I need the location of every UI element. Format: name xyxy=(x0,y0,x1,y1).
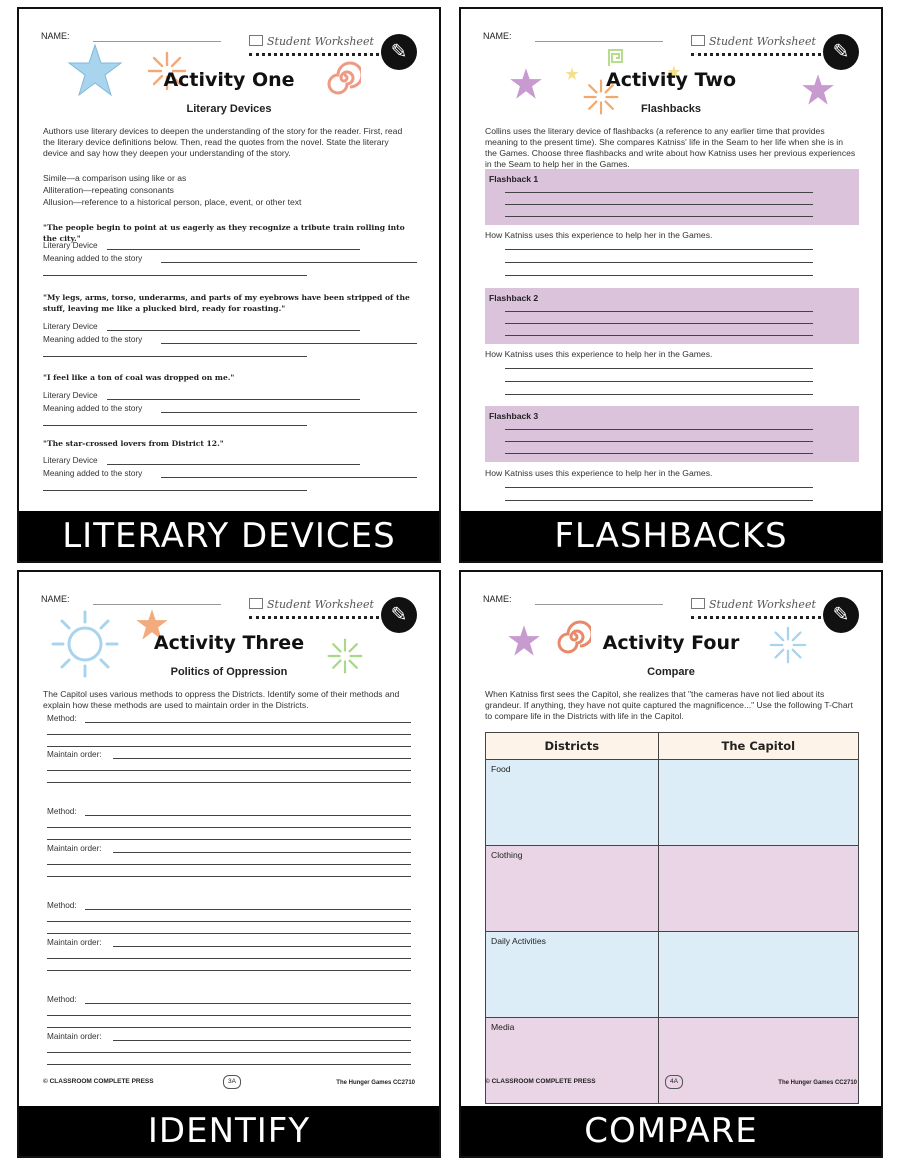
answer-line[interactable] xyxy=(505,368,813,369)
novel-quote: "My legs, arms, torso, underarms, and parts of my eyebrows have been stripped of the stuff, leaving me like a plucked bird, ready for roasting." xyxy=(43,293,410,313)
answer-line xyxy=(505,204,813,205)
answer-line[interactable] xyxy=(161,343,417,344)
answer-line[interactable] xyxy=(107,249,360,250)
activity-title: Activity Four xyxy=(602,632,740,654)
how-label: How Katniss uses this experience to help her in the Games. xyxy=(485,230,713,240)
literary-device-label: Literary Device xyxy=(43,456,98,465)
row-label-clothing[interactable]: Clothing xyxy=(486,846,659,932)
answer-line xyxy=(505,441,813,442)
answer-line[interactable] xyxy=(47,1052,411,1053)
answer-line[interactable] xyxy=(113,852,411,853)
method-label: Method: xyxy=(47,714,77,723)
flashback-box[interactable] xyxy=(485,288,859,344)
answer-line[interactable] xyxy=(505,500,813,501)
answer-line[interactable] xyxy=(43,425,307,426)
name-line xyxy=(535,41,663,42)
square-spiral-icon xyxy=(607,49,625,67)
capitol-cell[interactable] xyxy=(658,760,858,846)
literary-device-label: Literary Device xyxy=(43,241,98,250)
t-chart xyxy=(485,732,859,1104)
maintain-order-label: Maintain order: xyxy=(47,750,102,759)
answer-line[interactable] xyxy=(47,782,411,783)
row-label-media[interactable]: Media xyxy=(486,1018,659,1104)
book-code: The Hunger Games CC2710 xyxy=(778,1080,857,1086)
book-icon xyxy=(691,35,705,46)
answer-line[interactable] xyxy=(47,921,411,922)
activity-subtitle: Flashbacks xyxy=(641,103,701,115)
name-line xyxy=(93,41,221,42)
name-label: NAME: xyxy=(483,31,512,41)
answer-line[interactable] xyxy=(505,487,813,488)
name-label: NAME: xyxy=(41,31,70,41)
answer-line[interactable] xyxy=(505,249,813,250)
table-row xyxy=(486,760,859,846)
name-line xyxy=(535,604,663,605)
answer-line[interactable] xyxy=(85,815,411,816)
answer-line[interactable] xyxy=(161,477,417,478)
meaning-label: Meaning added to the story xyxy=(43,254,143,263)
meaning-label: Meaning added to the story xyxy=(43,335,143,344)
answer-line[interactable] xyxy=(43,356,307,357)
literary-device-label: Literary Device xyxy=(43,391,98,400)
how-label: How Katniss uses this experience to help her in the Games. xyxy=(485,468,713,478)
student-worksheet-label: Student Worksheet xyxy=(691,35,816,48)
answer-line[interactable] xyxy=(47,1015,411,1016)
answer-line[interactable] xyxy=(47,1027,411,1028)
banner-title: LITERARY DEVICES xyxy=(19,511,439,561)
dotted-rule xyxy=(249,53,379,56)
method-label: Method: xyxy=(47,901,77,910)
answer-line[interactable] xyxy=(505,381,813,382)
definition: Alliteration—repeating consonants xyxy=(43,185,174,195)
flashback-box[interactable] xyxy=(485,406,859,462)
flashback-label: Flashback 3 xyxy=(489,411,539,421)
pencil-icon: ✎ xyxy=(381,34,417,70)
student-worksheet-label: Student Worksheet xyxy=(249,35,374,48)
activity-subtitle: Politics of Oppression xyxy=(170,666,288,678)
answer-line[interactable] xyxy=(43,490,307,491)
instructions: The Capitol uses various methods to oppress the Districts. Identify some of their methods and explain how these methods are used to maintain order in the Districts. xyxy=(43,689,400,710)
table-row xyxy=(486,1018,859,1104)
answer-line xyxy=(505,453,813,454)
student-worksheet-label: Student Worksheet xyxy=(691,598,816,611)
book-icon xyxy=(249,35,263,46)
answer-line[interactable] xyxy=(47,864,411,865)
answer-line[interactable] xyxy=(47,827,411,828)
maintain-order-label: Maintain order: xyxy=(47,1032,102,1041)
answer-line[interactable] xyxy=(85,1003,411,1004)
worksheet-flashbacks xyxy=(459,7,883,563)
answer-line[interactable] xyxy=(47,970,411,971)
dotted-rule xyxy=(691,53,821,56)
maintain-order-label: Maintain order: xyxy=(47,844,102,853)
answer-line[interactable] xyxy=(113,758,411,759)
answer-line[interactable] xyxy=(47,770,411,771)
answer-line[interactable] xyxy=(47,734,411,735)
name-label: NAME: xyxy=(41,594,70,604)
name-line xyxy=(93,604,221,605)
method-label: Method: xyxy=(47,995,77,1004)
answer-line xyxy=(505,192,813,193)
answer-line[interactable] xyxy=(47,839,411,840)
capitol-cell[interactable] xyxy=(658,932,858,1018)
answer-line xyxy=(505,335,813,336)
publisher-logo: © CLASSROOM COMPLETE PRESS xyxy=(485,1078,596,1085)
answer-line[interactable] xyxy=(85,909,411,910)
flashback-label: Flashback 2 xyxy=(489,293,539,303)
book-code: The Hunger Games CC2710 xyxy=(336,1080,415,1086)
capitol-cell[interactable] xyxy=(658,1018,858,1104)
answer-line[interactable] xyxy=(161,262,417,263)
definition: Allusion—reference to a historical person, place, event, or other text xyxy=(43,197,302,207)
flashback-box[interactable] xyxy=(485,169,859,225)
table-row xyxy=(486,846,859,932)
activity-title: Activity Three xyxy=(153,632,305,654)
name-label: NAME: xyxy=(483,594,512,604)
page-number: 4A xyxy=(665,1075,683,1089)
pencil-icon: ✎ xyxy=(823,597,859,633)
activity-title: Activity Two xyxy=(605,69,737,91)
banner-title: IDENTIFY xyxy=(19,1106,439,1156)
answer-line[interactable] xyxy=(43,275,307,276)
meaning-label: Meaning added to the story xyxy=(43,404,143,413)
answer-line[interactable] xyxy=(505,275,813,276)
literary-device-label: Literary Device xyxy=(43,322,98,331)
answer-line[interactable] xyxy=(505,262,813,263)
instructions: When Katniss first sees the Capitol, she realizes that "the cameras have not lied about its grandeur. If anything, they have not quite captured the magnificence..." Use the following T-Chart to compare life in the Districts with life in the Capitol. xyxy=(485,689,853,721)
pencil-icon: ✎ xyxy=(823,34,859,70)
novel-quote: "I feel like a ton of coal was dropped on me." xyxy=(43,373,235,382)
answer-line[interactable] xyxy=(47,958,411,959)
method-label: Method: xyxy=(47,807,77,816)
banner-title: COMPARE xyxy=(461,1106,881,1156)
answer-line[interactable] xyxy=(47,876,411,877)
definition: Simile—a comparison using like or as xyxy=(43,173,187,183)
row-label-daily-activities[interactable]: Daily Activities xyxy=(486,932,659,1018)
novel-quote: "The star-crossed lovers from District 12." xyxy=(43,439,224,448)
column-header-districts: Districts xyxy=(486,733,659,760)
column-header-capitol: The Capitol xyxy=(658,733,858,760)
student-worksheet-label: Student Worksheet xyxy=(249,598,374,611)
answer-line[interactable] xyxy=(47,746,411,747)
activity-title: Activity One xyxy=(163,69,295,91)
answer-line xyxy=(505,323,813,324)
publisher-logo: © CLASSROOM COMPLETE PRESS xyxy=(43,1078,154,1085)
activity-subtitle: Compare xyxy=(647,666,695,678)
meaning-label: Meaning added to the story xyxy=(43,469,143,478)
answer-line[interactable] xyxy=(113,946,411,947)
how-label: How Katniss uses this experience to help her in the Games. xyxy=(485,349,713,359)
page-number: 3A xyxy=(223,1075,241,1089)
novel-quote: "The people begin to point at us eagerly as they recognize a tribute train rolling into the city." xyxy=(43,223,405,243)
answer-line[interactable] xyxy=(505,394,813,395)
answer-line[interactable] xyxy=(47,933,411,934)
maintain-order-label: Maintain order: xyxy=(47,938,102,947)
answer-line[interactable] xyxy=(47,1064,411,1065)
activity-subtitle: Literary Devices xyxy=(186,103,272,115)
answer-line[interactable] xyxy=(107,330,360,331)
banner-title: FLASHBACKS xyxy=(461,511,881,561)
capitol-cell[interactable] xyxy=(658,846,858,932)
worksheet-identify xyxy=(17,570,441,1158)
table-row xyxy=(486,932,859,1018)
dotted-rule xyxy=(249,616,379,619)
worksheet-literary-devices xyxy=(17,7,441,563)
row-label-food[interactable]: Food xyxy=(486,760,659,846)
answer-line[interactable] xyxy=(85,722,411,723)
dotted-rule xyxy=(691,616,821,619)
book-icon xyxy=(249,598,263,609)
answer-line xyxy=(505,429,813,430)
answer-line[interactable] xyxy=(161,412,417,413)
book-icon xyxy=(691,598,705,609)
answer-line[interactable] xyxy=(107,399,360,400)
answer-line xyxy=(505,216,813,217)
answer-line[interactable] xyxy=(113,1040,411,1041)
flashback-label: Flashback 1 xyxy=(489,174,539,184)
answer-line[interactable] xyxy=(107,464,360,465)
answer-line xyxy=(505,311,813,312)
instructions: Collins uses the literary device of flashbacks (a reference to any earlier time that provides meaning to the present time). She compares Katniss' life in the Seam to her life when she is in the Games. Choose three flashbacks and write about how Katniss uses her previous experiences in the Seam to help her in the Games. xyxy=(485,126,856,169)
worksheet-compare xyxy=(459,570,883,1158)
pencil-icon: ✎ xyxy=(381,597,417,633)
instructions: Authors use literary devices to deepen the understanding of the story for the reader. First, read the literary device definitions below. Then, read the quotes from the novel. State the literary device and say how they deepen your understanding of the story. xyxy=(43,126,403,158)
